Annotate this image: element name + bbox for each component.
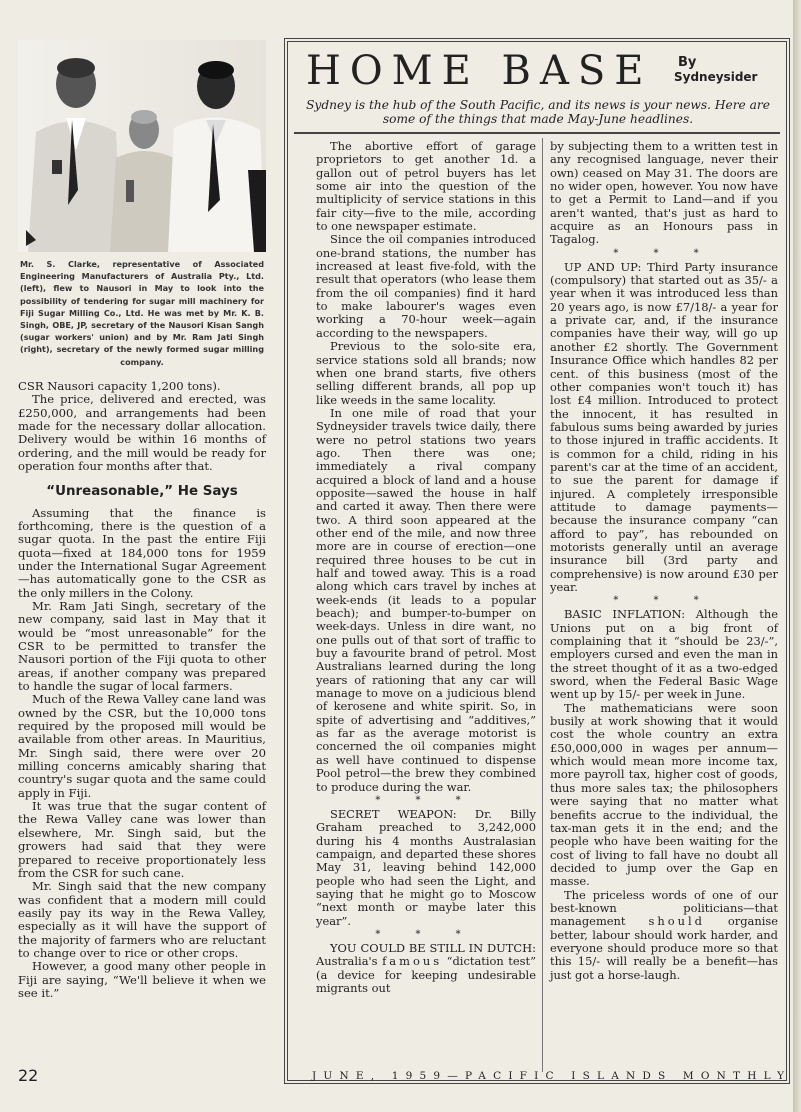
- dutch-spaced: famous: [382, 954, 443, 969]
- left-subhead: “Unreasonable,” He Says: [46, 484, 238, 500]
- left-paragraph-4: Much of the Rewa Valley cane land was owned by the CSR, but the 10,000 tons required by the proposed mill would be available from other areas. In Mauritius, Mr. Singh said, there were over 20 milling concerns amicably sharing that country's sugar quota and the same could apply in Fiji.: [18, 692, 266, 800]
- col-a-paragraph-3: In one mile of road that your Sydneysider travels twice daily, there were no petrol stations two years ago. Then there was one; immediately a rival company acquired a block of land and a house opposite—sawed the house in half and carted it away. Then there were two. A third soon appeared at the other end of the mile, and now three more are in course of erection—one required three houses to be cut in half and towed away. This is a road along which cars travel by inches at week-ends (it leads to a popular beach); and bumper-to-bumper on week-days. Unless in dire want, no one pulls out of that sort of traffic to buy a favourite brand of petrol. Most Australians learned during the long years of rationing that any car will manage to move on a judicious blend of kerosene and white spirit. So, in spite of advertising and “additives,” as far as the average motorist is concerned the oil companies might as well have continued to dispense Pool petrol—the brew they combined to produce during the war.: [316, 405, 536, 794]
- priceless-tail: organise better, labour should work harder, and everyone should produce more so that this 15/- will really be a benefit—has just got a horse-laugh.: [550, 914, 779, 982]
- section-stars: * * *: [375, 794, 477, 806]
- priceless-spaced: should: [648, 914, 705, 929]
- dutch-tail: “dictation test” (a device for keeping undesirable migrants out: [316, 954, 536, 995]
- news-photo: [18, 40, 266, 252]
- section-stars: * * *: [613, 247, 715, 259]
- dutch-paragraph: [316, 942, 536, 995]
- col-a-paragraph-0: The abortive effort of garage proprietors to get another 1d. a gallon out of petrol buyers has let some air into the question of the multiplicity of service stations in this fair city—five to the mile, according to one newspaper estimate.: [316, 139, 536, 234]
- byline: [674, 56, 757, 84]
- left-paragraph-0: CSR Nausori capacity 1,200 tons).: [18, 378, 221, 393]
- priceless-paragraph: [550, 889, 778, 982]
- dutch-head: YOU COULD BE STILL IN DUTCH: Australia's: [316, 940, 536, 969]
- byline-by: By: [678, 55, 697, 70]
- home-base-title: HOME BASE: [306, 48, 653, 94]
- left-paragraph-5: It was true that the sugar content of the Rewa Valley cane was lower than elsewhere, Mr. Singh said, but the growers had said that they were prepared to receive proportionately less from the CSR for such cane.: [18, 799, 266, 880]
- up-and-up-paragraph: UP AND UP: Third Party insurance (compulsory) that started out as 35/- a year when it was introduced less than 20 years ago, is now £7/18/- a year for a private car, and, if the insurance companies have their way, will go up another £2 shortly. The Government Insurance Office which handles 82 per cent. of this business (most of the other companies won't touch it) has lost £4 million. Introduced to protect the innocent, it has resulted in fabulous sums being awarded by juries to those injured in traffic accidents. It is common for a child, riding in his parent's car at the time of an accident, to sue the parent for damage if injured. A completely irresponsible attitude to damage payments—because the insurance company “can afford to pay”, has rebounded on motorists generally until an average insurance bill (3rd party and comprehensive) is now around £30 per year.: [550, 259, 778, 594]
- section-stars: * * *: [613, 595, 715, 607]
- home-base-box: [284, 38, 790, 1084]
- left-paragraph-2: Assuming that the finance is forthcoming, there is the question of a sugar quota. In the past the entire Fiji quota—fixed at 184,000 tons for 1959 under the International Sugar Agreement—has automatically gone to the CSR as the only millers in the Colony.: [18, 505, 266, 600]
- byline-author: Sydneysider: [674, 70, 758, 84]
- photo-caption: Mr. S. Clarke, representative of Associated Engineering Manufacturers of Australia Pty., Ltd. (left), flew to Nausori in May to look into the possibility of tendering for sugar mill machinery for Fiji Sugar Milling Co., Ltd. He was met by Mr. K. B. Singh, OBE, JP, secretary of the Nausori Kisan Sangh (sugar workers' union) and by Mr. Ram Jati Singh (right), secretary of the newly formed sugar milling company.: [20, 259, 264, 367]
- page-number: 22: [18, 1066, 39, 1085]
- running-footer: JUNE, 1959—PACIFIC ISLANDS MONTHLY: [312, 1070, 792, 1082]
- section-stars: * * *: [375, 928, 477, 940]
- left-paragraph-7: However, a good many other people in Fiji are saying, “We'll believe it when we see it.”: [18, 959, 266, 1000]
- intro-text: Sydney is the hub of the South Pacific, and its news is your news. Here are some of the things that made May-June headlines.: [306, 98, 770, 126]
- col-a-paragraph-2: Previous to the solo-site era, service stations sold all brands; now when one brand starts, five others selling different brands, all pop up like weeds in the same locality.: [316, 339, 536, 407]
- page-edge-shadow: [793, 0, 801, 1112]
- col-a-paragraph-1: Since the oil companies introduced one-brand stations, the number has increased at least five-fold, with the result that operators (who lease them from the oil companies) find it hard to make labourer's wages even working a 70-hour week—again according to the newspapers.: [316, 232, 536, 340]
- basic-inflation-paragraph: BASIC INFLATION: Although the Unions put on a big front of complaining that it “should be 23/-”, employers cursed and even the man in the street thought of it as a two-edged sword, when the Federal Basic Wage went up by 15/- per week in June.: [550, 607, 778, 702]
- header-rule: [294, 132, 780, 134]
- secret-weapon-paragraph: SECRET WEAPON: Dr. Billy Graham preached to 3,242,000 during his 4 months Australasian campaign, and departed these shores May 31, leaving behind 142,000 people who had seen the Light, and saying that he might go to Moscow “next month or maybe later this year”.: [316, 806, 536, 928]
- left-paragraph-3: Mr. Ram Jati Singh, secretary of the new company, said last in May that it would be “most unreasonable” for the CSR to be permitted to transfer the Nausori portion of the Fiji quota to other areas, if another company was prepared to handle the sugar of local farmers.: [18, 598, 266, 694]
- left-paragraph-6: Mr. Singh said that the new company was confident that a modern mill could easily pay its way in the Rewa Valley, especially as it will have the support of the majority of farmers who are reluctant to change over to rice or other crops.: [18, 879, 266, 960]
- column-rule: [542, 138, 543, 1072]
- left-paragraph-1: The price, delivered and erected, was £250,000, and arrangements had been made for the necessary dollar allocation. Delivery would be within 16 months of ordering, and the mill would be ready for operation four months after that.: [18, 392, 266, 473]
- priceless-head: The priceless words of one of our best-known politicians—that management: [550, 887, 778, 929]
- mathematicians-paragraph: The mathematicians were soon busily at work showing that it would cost the whole country an extra £50,000,000 in wages per annum—which would mean more income tax, more payroll tax, higher cost of goods, thus more sales tax; the philosophers were saying that no matter what benefits accrue to the individual, the tax-man gets it in the end; and the people who have been waiting for the cost of living to fall have no doubt all decided to jump over the Gap en masse.: [550, 700, 778, 889]
- left-column: [18, 40, 266, 1000]
- col-b-continuation: by subjecting them to a written test in any recognised language, never their own) ceased on May 31. The doors are no wider open, however. You now have to get a Permit to Land—and if you aren't wanted, that's just as hard to acquire as an Honours pass in Tagalog.: [550, 139, 778, 247]
- column-a: [316, 140, 536, 995]
- left-article: [18, 380, 266, 1000]
- column-b: [550, 140, 778, 982]
